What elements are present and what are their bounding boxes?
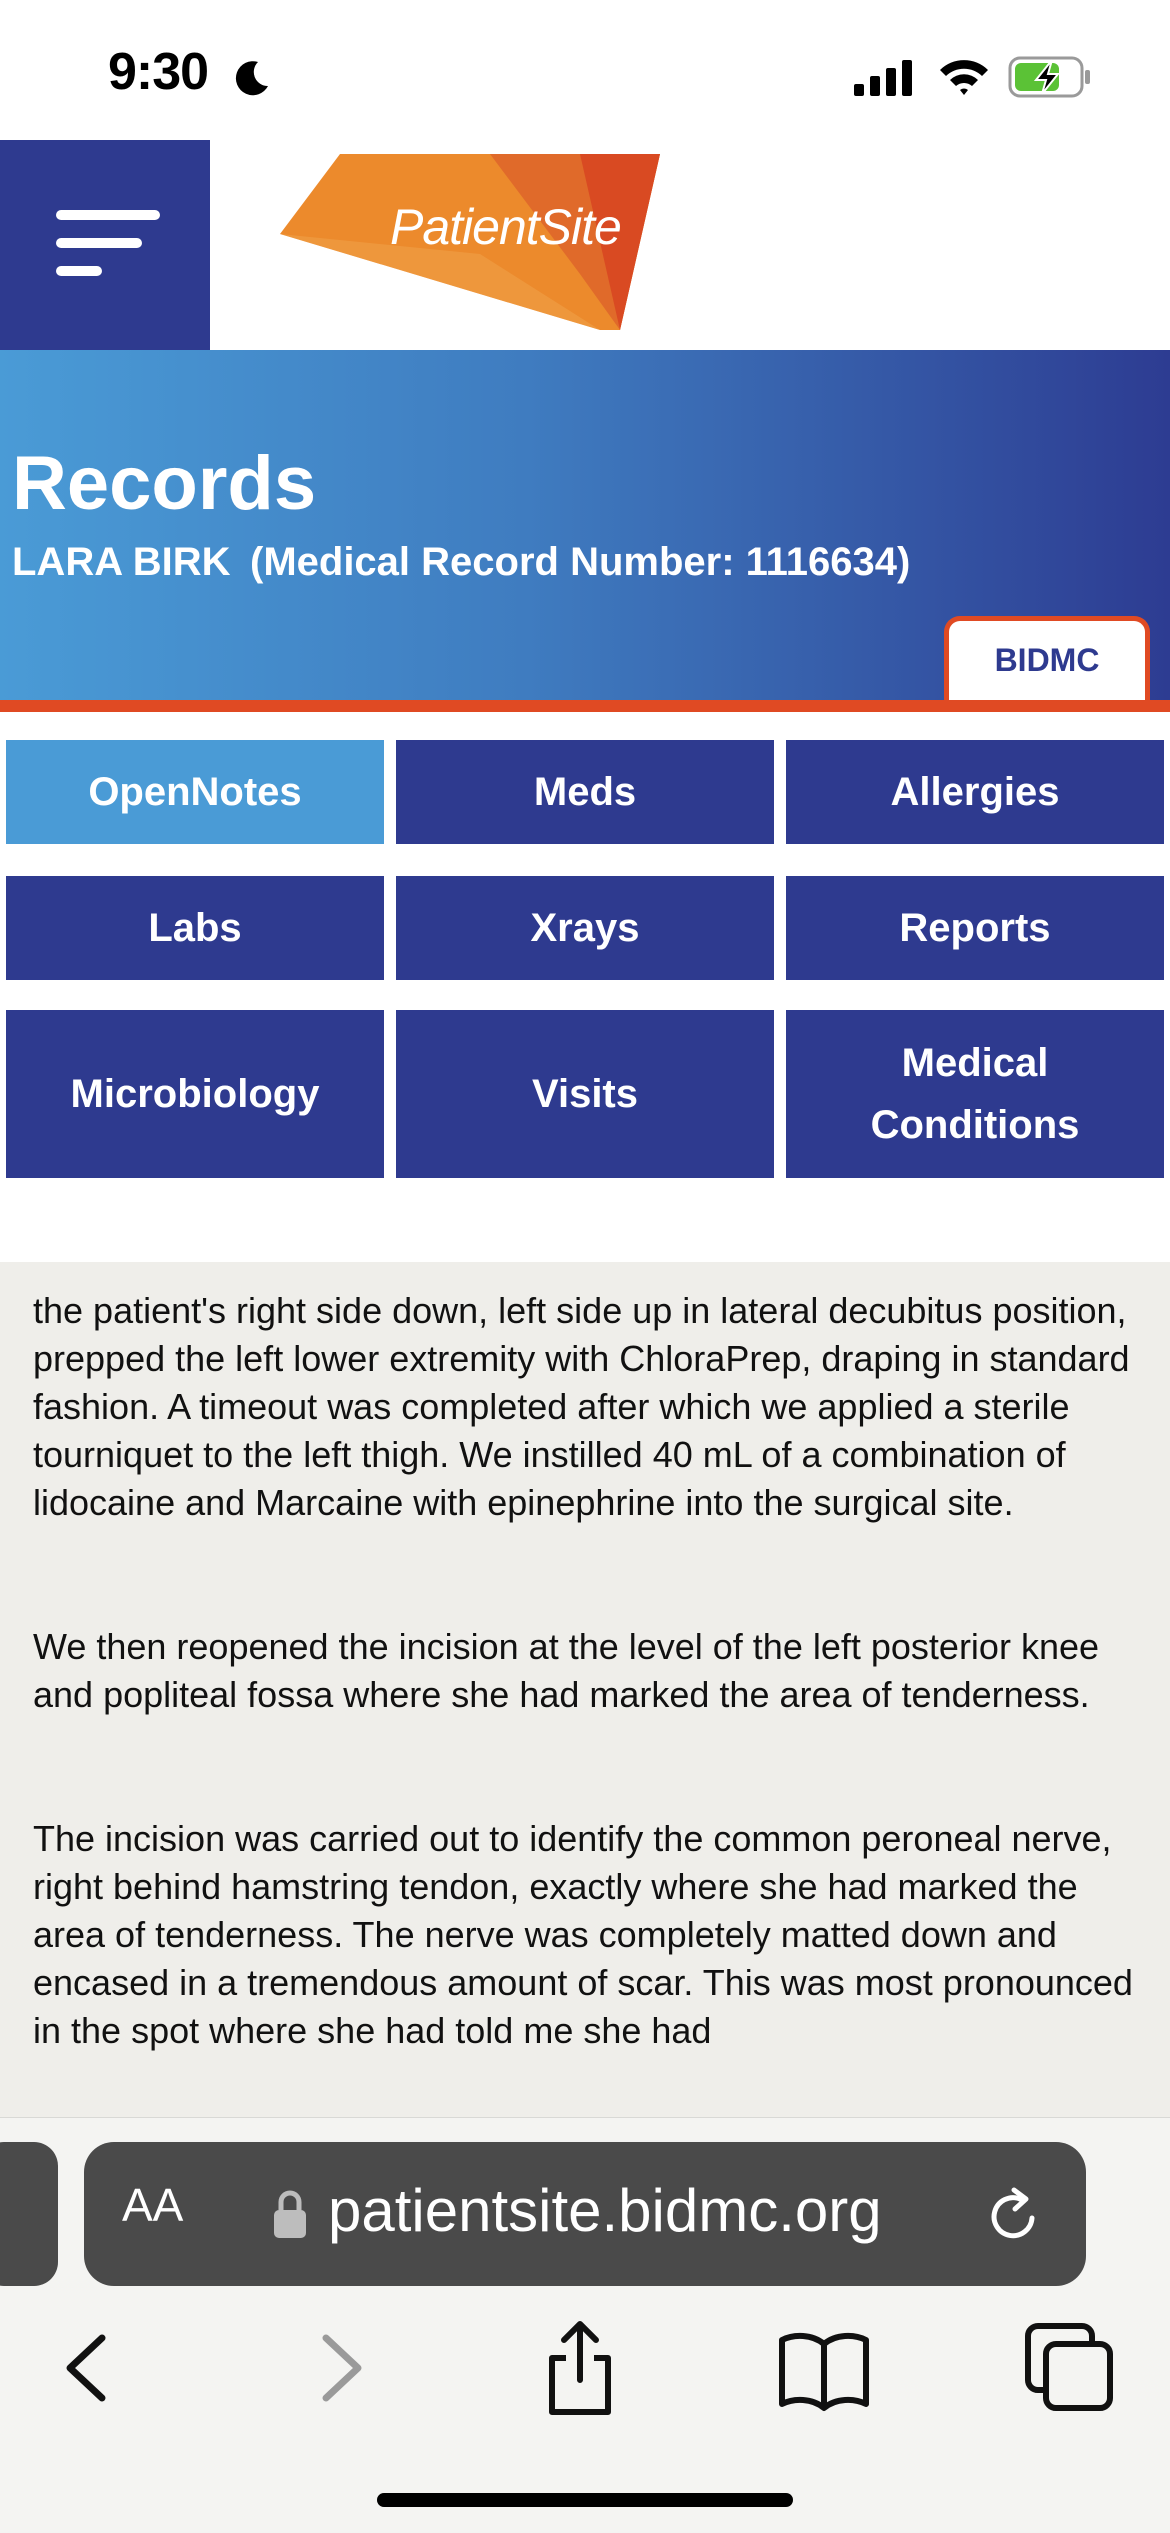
tab-visits[interactable]: Visits — [396, 1010, 774, 1178]
status-bar — [0, 0, 1170, 140]
aa-label: AA — [122, 2179, 184, 2231]
menu-icon-line — [56, 238, 142, 248]
page-title: Records — [12, 441, 317, 526]
note-paragraph: The incision was carried out to identify the common peroneal nerve, right behind hamstring tendon, exactly where she had marked the area of tenderness. The nerve was completely matted down and encased in a tremendous amount of scar. This was most pronounced in the spot where she had told me she had — [33, 1818, 1133, 2051]
reader-settings-button[interactable] — [122, 2178, 212, 2248]
battery-charging-icon — [1008, 54, 1092, 100]
note-body — [33, 1262, 1143, 2103]
status-time: 9:30 — [108, 43, 209, 101]
logo-text: PatientSite — [390, 199, 621, 255]
reload-icon[interactable] — [982, 2184, 1046, 2248]
tab-opennotes[interactable]: OpenNotes — [6, 740, 384, 844]
tab-xrays[interactable]: Xrays — [396, 876, 774, 980]
wifi-icon — [936, 54, 992, 98]
lock-icon — [272, 2188, 308, 2240]
records-banner — [0, 350, 1170, 700]
patientsite-logo[interactable] — [280, 154, 664, 336]
patient-name: LARA BIRK — [12, 540, 231, 584]
menu-icon-line — [56, 210, 160, 220]
site-tab-bidmc[interactable]: BIDMC — [944, 616, 1150, 700]
tab-microbiology[interactable]: Microbiology — [6, 1010, 384, 1178]
banner-divider — [0, 700, 1170, 712]
tab-medical-conditions[interactable] — [786, 1010, 1164, 1178]
medical-record-number: (Medical Record Number: 1116634) — [250, 540, 911, 584]
tab-meds[interactable]: Meds — [396, 740, 774, 844]
menu-icon-line — [56, 266, 102, 276]
previous-tab-preview[interactable] — [0, 2142, 58, 2286]
tab-reports[interactable]: Reports — [786, 876, 1164, 980]
moon-icon — [232, 58, 272, 98]
note-paragraph: We then reopened the incision at the level of the left posterior knee and popliteal fossa where she had marked the area of tenderness. — [33, 1626, 1100, 1715]
share-icon[interactable] — [530, 2318, 630, 2418]
address-bar[interactable] — [84, 2142, 1086, 2286]
tab-medical-conditions-line2: Conditions — [870, 1103, 1080, 1147]
app-header — [0, 140, 1170, 350]
url-text: patientsite.bidmc.org — [328, 2177, 882, 2244]
bookmarks-icon[interactable] — [774, 2318, 874, 2418]
menu-button[interactable] — [0, 140, 210, 350]
tabs-icon[interactable] — [1020, 2318, 1120, 2418]
home-indicator[interactable] — [377, 2493, 793, 2507]
browser-toolbar — [0, 2117, 1170, 2533]
back-icon[interactable] — [36, 2318, 136, 2418]
tab-medical-conditions-line1: Medical — [901, 1041, 1049, 1085]
tab-allergies[interactable]: Allergies — [786, 740, 1164, 844]
note-paragraph: the patient's right side down, left side up in lateral decubitus position, prepped the left lower extremity with ChloraPrep, draping in standard fashion. A timeout was completed after which we applied a sterile tourniquet to the left thigh. We instilled 40 mL of a combination of lidocaine and Marcaine with epinephrine into the surgical site. — [33, 1290, 1130, 1523]
forward-icon[interactable] — [290, 2318, 390, 2418]
tab-labs[interactable]: Labs — [6, 876, 384, 980]
signal-icon — [852, 58, 916, 98]
note-scroll-area[interactable] — [0, 1262, 1170, 2117]
records-nav-grid — [0, 712, 1170, 1262]
